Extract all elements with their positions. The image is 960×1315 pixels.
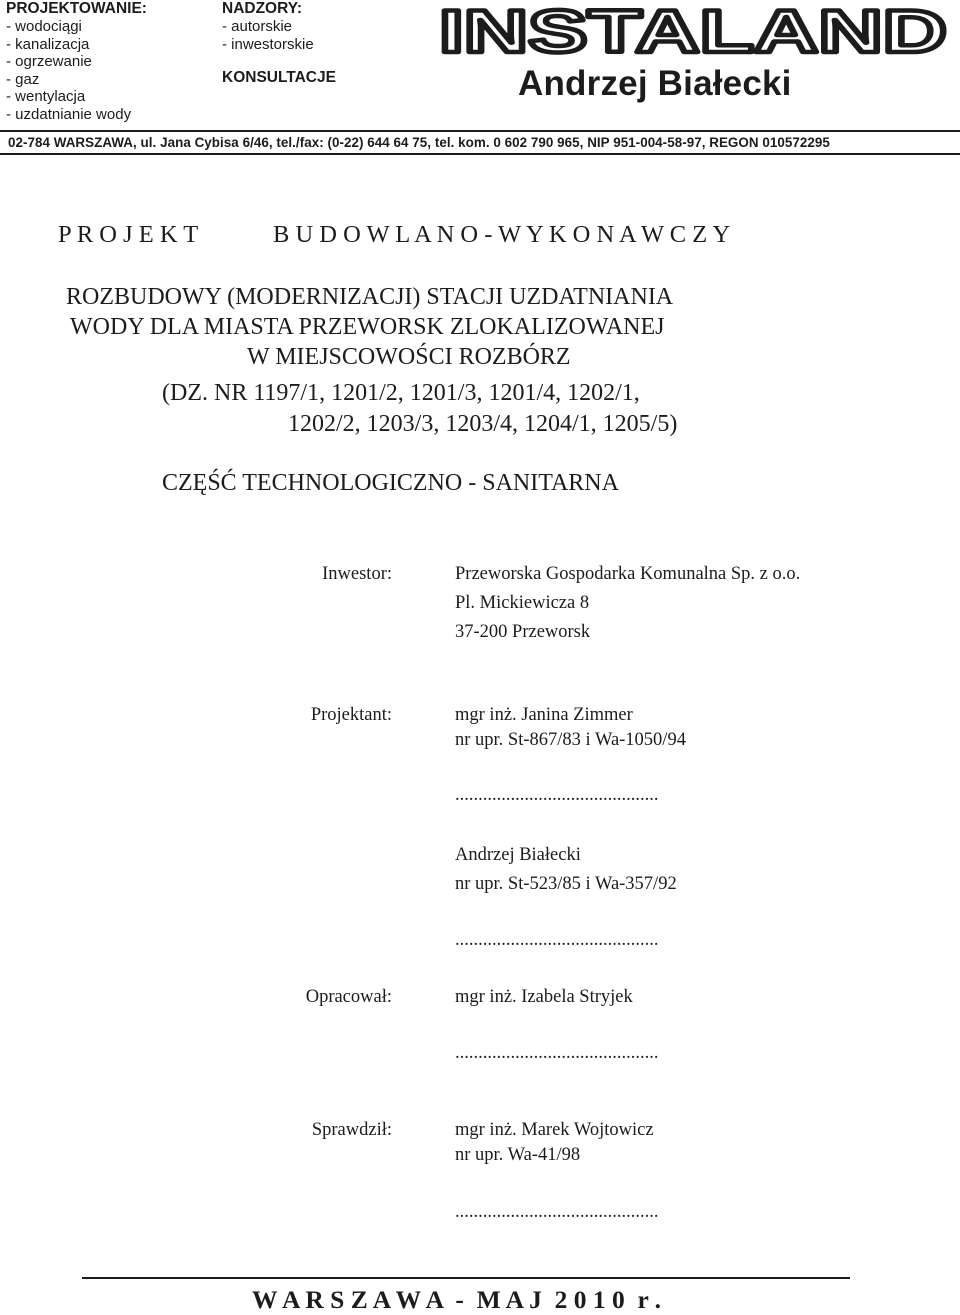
checked-by-label: Sprawdził: [311,1120,392,1140]
supervision-heading: NADZORY: [222,0,303,17]
supervision-item: - autorskie [222,18,293,35]
logo-text: INSTALAND [439,2,947,62]
investor-name: Przeworska Gospodarka Komunalna Sp. z o.o. [455,564,801,584]
checked-by-license: nr upr. Wa-41/98 [455,1145,581,1165]
investor-street: Pl. Mickiewicza 8 [455,593,590,613]
checked-by-name: mgr inż. Marek Wojtowicz [455,1120,654,1140]
title-line: 1202/2, 1203/3, 1203/4, 1204/1, 1205/5) [288,411,678,437]
title-line: (DZ. NR 1197/1, 1201/2, 1201/3, 1201/4, 1202/1, [162,380,640,406]
title-line: ROZBUDOWY (MODERNIZACJI) STACJI UZDATNIANIA [66,284,674,310]
project-type-2: B U D O W L A N O - W Y K O N A W C Z Y [273,221,731,248]
company-address: 02-784 WARSZAWA, ul. Jana Cybisa 6/46, tel./fax: (0-22) 644 64 75, tel. kom. 0 602 790 965, NIP 951-004-58-97, REGON 010572295 [8,135,830,150]
design-item: - gaz [6,70,40,88]
signature-line: ............................................ [455,785,659,805]
investor-city: 37-200 Przeworsk [455,622,591,642]
design-item: - wentylacja [6,88,86,105]
design-item: - kanalizacja [6,35,90,53]
project-type-1: P R O J E K T [58,221,199,248]
designer-name: Andrzej Białecki [455,845,581,865]
designer-license: nr upr. St-523/85 i Wa-357/92 [455,874,677,894]
designer-license: nr upr. St-867/83 i Wa-1050/94 [455,730,686,750]
signature-line: ............................................ [455,930,659,950]
consultation-heading: KONSULTACJE [222,69,336,86]
investor-label: Inwestor: [322,564,392,584]
designer-label: Projektant: [310,705,392,725]
title-line: W MIEJSCOWOŚCI ROZBÓRZ [247,344,571,370]
title-line: WODY DLA MIASTA PRZEWORSK ZLOKALIZOWANEJ [70,314,665,340]
prepared-by-name: mgr inż. Izabela Stryjek [455,987,633,1007]
designer-name: mgr inż. Janina Zimmer [455,705,633,725]
signature-line: ............................................ [455,1202,659,1222]
address-divider [0,153,960,155]
document-part: CZĘŚĆ TECHNOLOGICZNO - SANITARNA [162,470,619,496]
design-heading: PROJEKTOWANIE: [6,0,147,17]
design-item: - uzdatnianie wody [6,105,132,123]
place-date: W A R S Z A W A - M A J 2 0 1 0 r . [252,1285,662,1314]
letterhead-divider [0,130,960,132]
footer-divider [82,1277,850,1279]
company-owner: Andrzej Białecki [518,64,792,103]
company-logo [432,2,954,62]
prepared-by-label: Opracował: [305,987,392,1007]
design-item: - ogrzewanie [6,53,92,70]
supervision-item: - inwestorskie [222,35,314,53]
company-logo-wordmark [432,2,954,62]
signature-line: ............................................ [455,1043,659,1063]
design-item: - wodociągi [6,18,82,35]
